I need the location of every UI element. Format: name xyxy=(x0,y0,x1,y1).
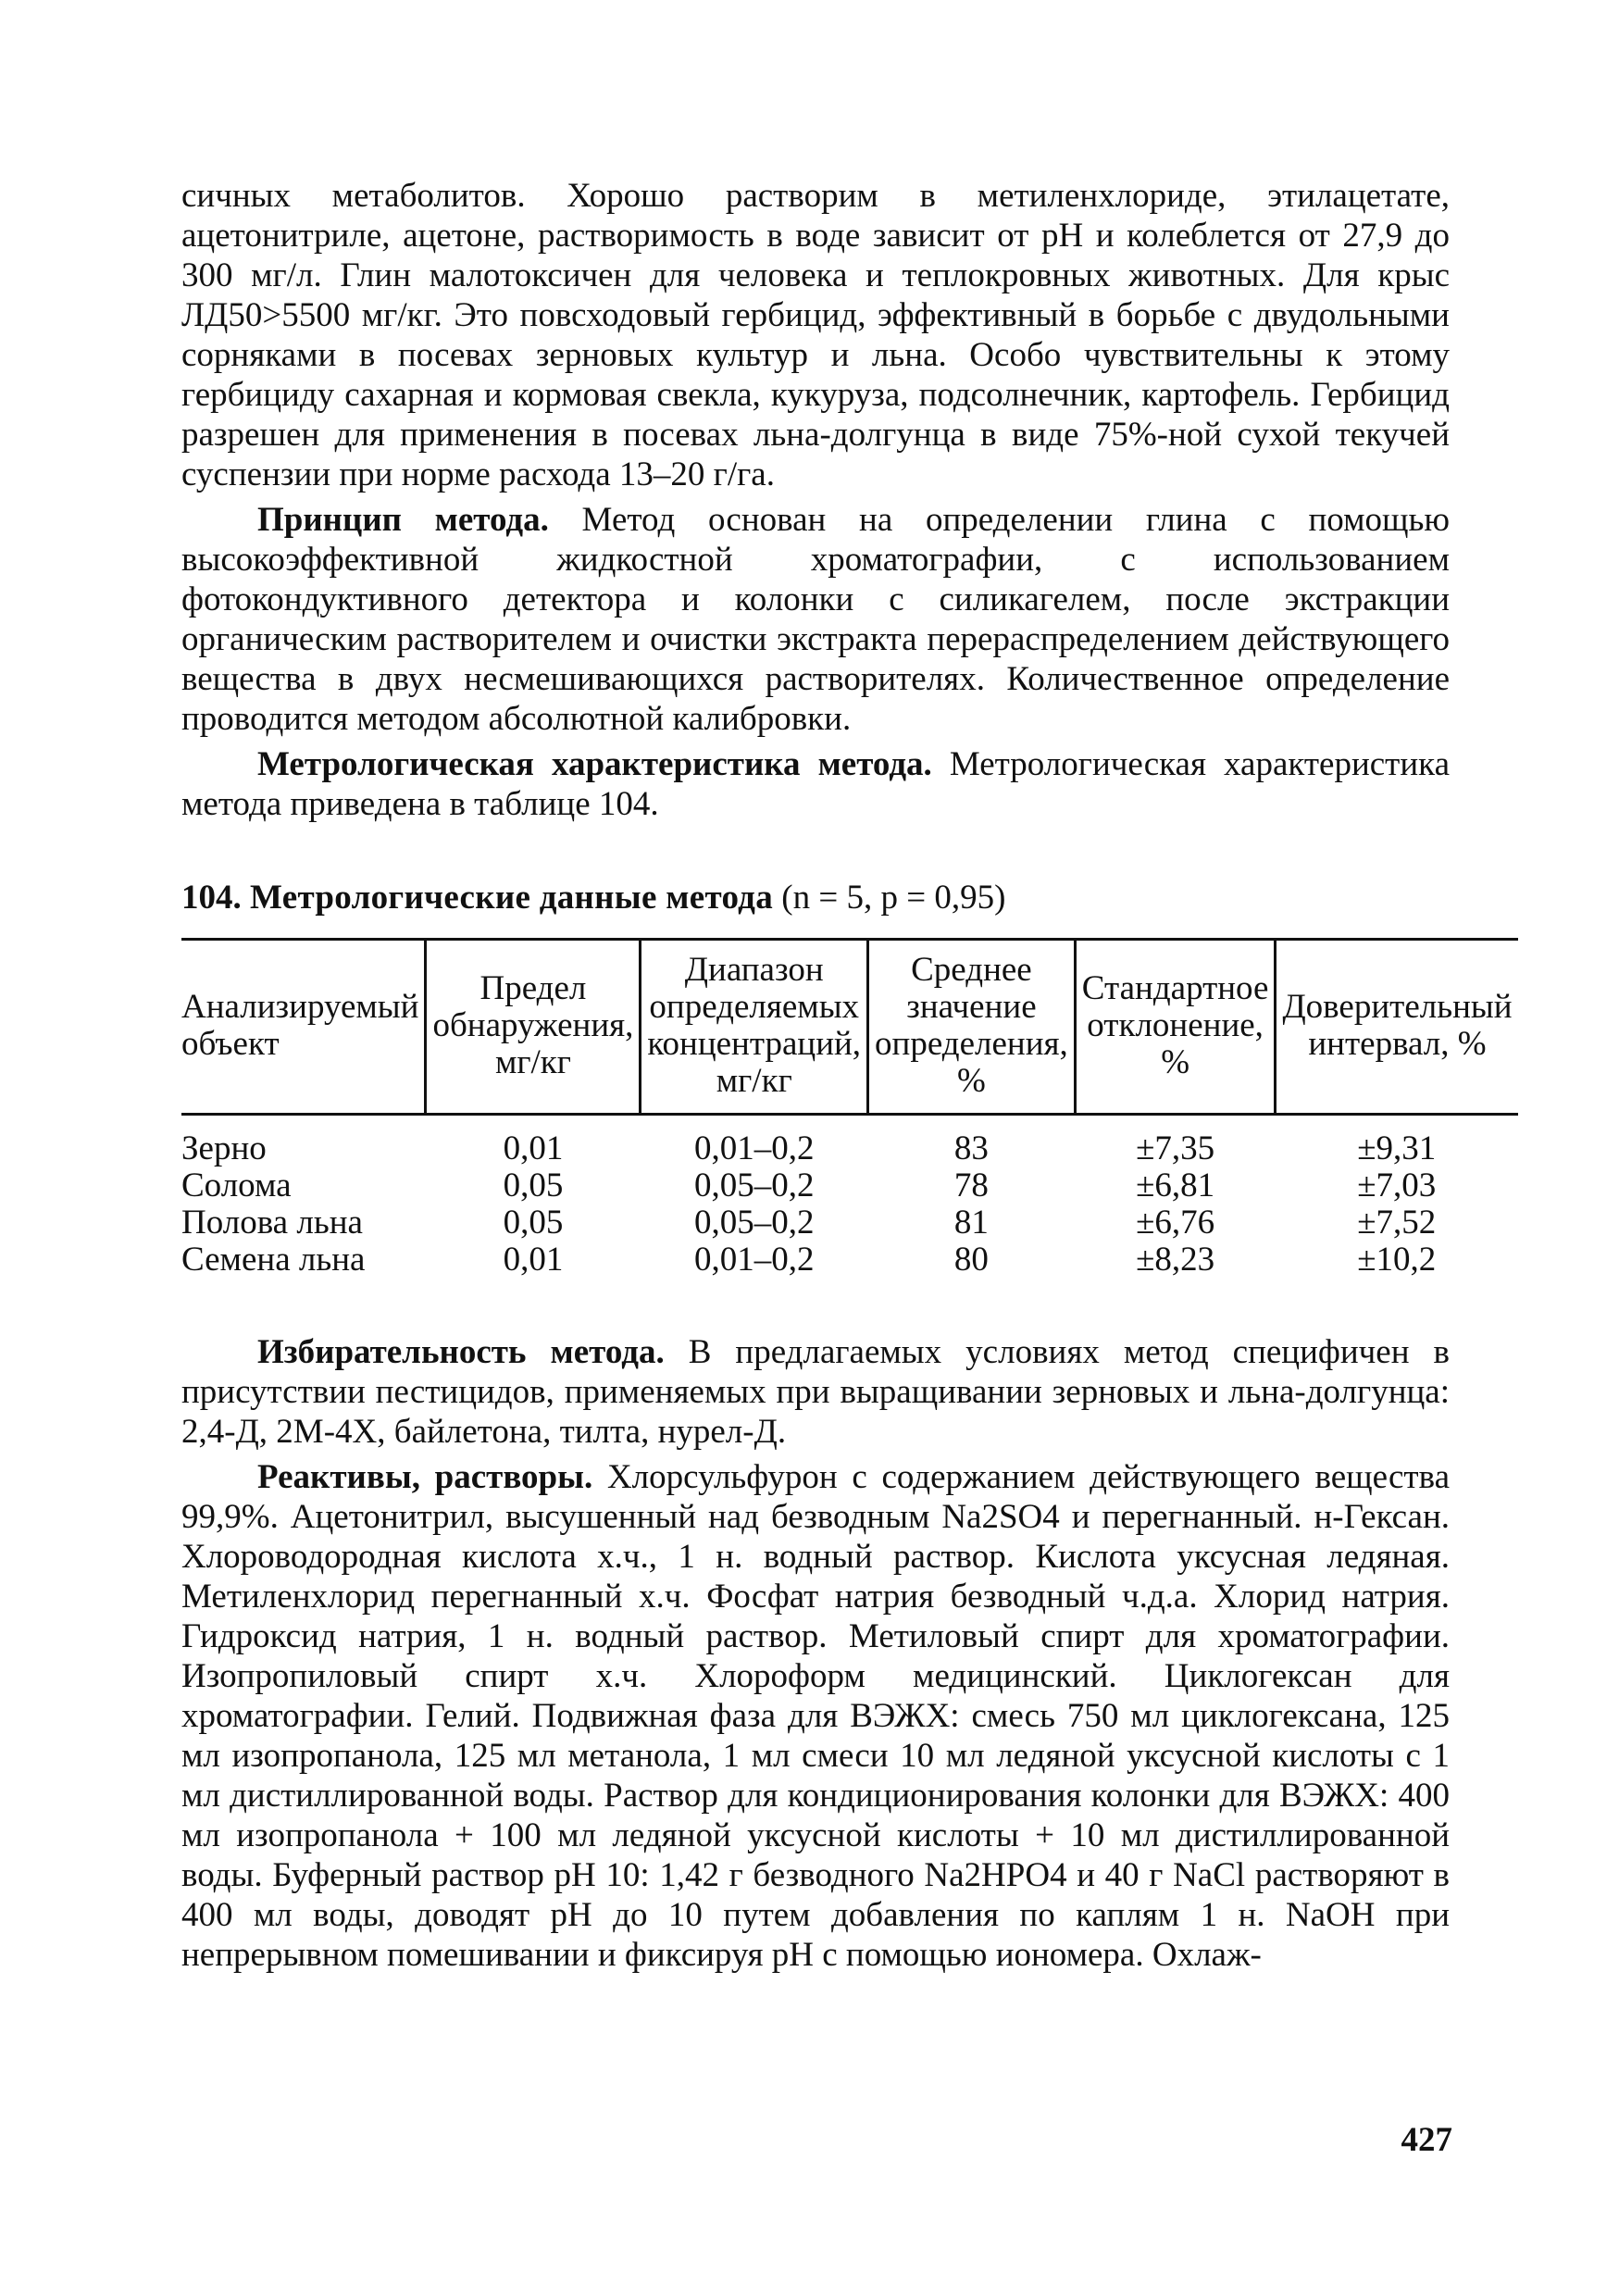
table-number: 104. xyxy=(181,879,242,917)
column-header-std-dev: Стандартное отклонение, % xyxy=(1075,940,1276,1115)
cell-mean: 80 xyxy=(953,1241,989,1279)
table-row xyxy=(181,1167,1518,1204)
cell-detection-limit: 0,01 xyxy=(503,1241,564,1279)
cell-range: 0,01–0,2 xyxy=(693,1241,815,1279)
cell-mean: 81 xyxy=(953,1204,989,1242)
column-header-range: Диапазон определяемых концентраций, мг/кг xyxy=(641,940,868,1115)
column-header-detection-limit: Предел обнаружения, мг/кг xyxy=(426,940,641,1115)
table-title: Метрологические данные метода xyxy=(250,879,774,917)
cell-range: 0,05–0,2 xyxy=(693,1204,815,1242)
column-header-confidence: Доверительный интервал, % xyxy=(1276,940,1518,1115)
metrology-heading: Метрологическая характеристика метода. xyxy=(257,745,932,783)
cell-mean: 83 xyxy=(953,1129,989,1167)
cell-range: 0,01–0,2 xyxy=(693,1129,815,1167)
paragraph-metrology xyxy=(181,744,1450,824)
cell-object: Зерно xyxy=(181,1129,267,1167)
table-row xyxy=(181,1242,1518,1279)
table-caption xyxy=(181,878,1450,917)
selectivity-text: В предлагаемых условиях метод специфичен в присутствии пестицидов, применяемых при выращивании зерновых и льна-долгунца: 2,4-Д, 2М-4Х, байлетона, тилта, нурел-Д. xyxy=(181,1333,1450,1451)
selectivity-heading: Избирательность метода. xyxy=(257,1333,665,1371)
table-header-row xyxy=(181,940,1518,1115)
cell-object: Солома xyxy=(181,1167,292,1204)
metrology-table xyxy=(181,938,1518,1279)
cell-std-dev: ±6,76 xyxy=(1136,1204,1215,1242)
cell-object: Полова льна xyxy=(181,1204,363,1242)
cell-detection-limit: 0,05 xyxy=(503,1167,564,1204)
cell-confidence: ±7,03 xyxy=(1357,1167,1437,1204)
cell-mean: 78 xyxy=(953,1167,989,1204)
paragraph-selectivity xyxy=(181,1332,1450,1452)
cell-range: 0,05–0,2 xyxy=(693,1167,815,1204)
cell-confidence: ±9,31 xyxy=(1357,1129,1437,1167)
table-condition: (n = 5, p = 0,95) xyxy=(781,879,1006,917)
cell-detection-limit: 0,01 xyxy=(503,1129,564,1167)
page-number: 427 xyxy=(1401,2121,1452,2159)
table-row xyxy=(181,1204,1518,1242)
reagents-heading: Реактивы, растворы. xyxy=(257,1458,593,1496)
column-header-mean: Среднее значение определения, % xyxy=(868,940,1076,1115)
cell-std-dev: ±7,35 xyxy=(1136,1129,1215,1167)
table-row xyxy=(181,1115,1518,1168)
reagents-text: Хлорсульфурон с содержанием действующего вещества 99,9%. Ацетонитрил, высушенный над безводным Na2SO4 и перегнанный. н-Гексан. Хлороводородная кислота х.ч., 1 н. водный раствор. Кислота уксусная ледяная. Метиленхлорид перегнанный х.ч. Фосфат натрия безводный ч.д.а. Хлорид натрия. Гидроксид натрия, 1 н. водный раствор. Метиловый спирт для хроматографии. Изопропиловый спирт х.ч. Хлороформ медицинский. Циклогексан для хроматографии. Гелий. Подвижная фаза для ВЭЖХ: смесь 750 мл циклогексана, 125 мл изопропанола, 125 мл метанола, 1 мл смеси 10 мл ледяной уксусной кислоты с 1 мл дистиллированной воды. Раствор для кондиционирования колонки для ВЭЖХ: 400 мл изопропанола + 100 мл ледяной уксусной кислоты + 10 мл дистиллированной воды. Буферный раствор pH 10: 1,42 г безводного Na2HPO4 и 40 г NaCl растворяют в 400 мл воды, доводят pH до 10 путем добавления по каплям 1 н. NaOH при непрерывном помешивании и фиксируя pH с помощью иономера. Охлаж- xyxy=(181,1458,1451,1974)
page-content xyxy=(181,176,1513,1975)
cell-std-dev: ±6,81 xyxy=(1136,1167,1215,1204)
principle-heading: Принцип метода. xyxy=(257,501,549,539)
cell-std-dev: ±8,23 xyxy=(1136,1241,1215,1279)
cell-confidence: ±7,52 xyxy=(1357,1204,1437,1242)
cell-object: Семена льна xyxy=(181,1241,366,1279)
metrology-text: Метрологическая характеристика метода приведена в таблице 104. xyxy=(181,745,1450,823)
principle-text: Метод основан на определении глина с помощью высокоэффективной жидкостной хроматографии, с использованием фотокондуктивного детектора и колонки с силикагелем, после экстракции органическим растворителем и очистки экстракта перераспределением действующего вещества в двух несмешивающихся растворителях. Количественное определение проводится методом абсолютной калибровки. xyxy=(181,501,1451,738)
paragraph-intro: сичных метаболитов. Хорошо растворим в метиленхлориде, этилацетате, ацетонитриле, ацетоне, растворимость в воде зависит от pH и колеблется от 27,9 до 300 мг/л. Глин малотоксичен для человека и теплокровных животных. Для крыс ЛД50>5500 мг/кг. Это повсходовый гербицид, эффективный в борьбе с двудольными сорняками в посевах зерновых культур и льна. Особо чувствительны к этому гербициду сахарная и кормовая свекла, кукуруза, подсолнечник, картофель. Гербицид разрешен для применения в посевах льна-долгунца в виде 75%-ной сухой текучей суспензии при норме расхода 13–20 г/га. xyxy=(181,177,1450,493)
paragraph-reagents xyxy=(181,1457,1450,1975)
cell-confidence: ±10,2 xyxy=(1357,1241,1437,1279)
paragraph-principle xyxy=(181,500,1450,739)
cell-detection-limit: 0,05 xyxy=(503,1204,564,1242)
column-header-object: Анализируемый объект xyxy=(181,988,419,1063)
